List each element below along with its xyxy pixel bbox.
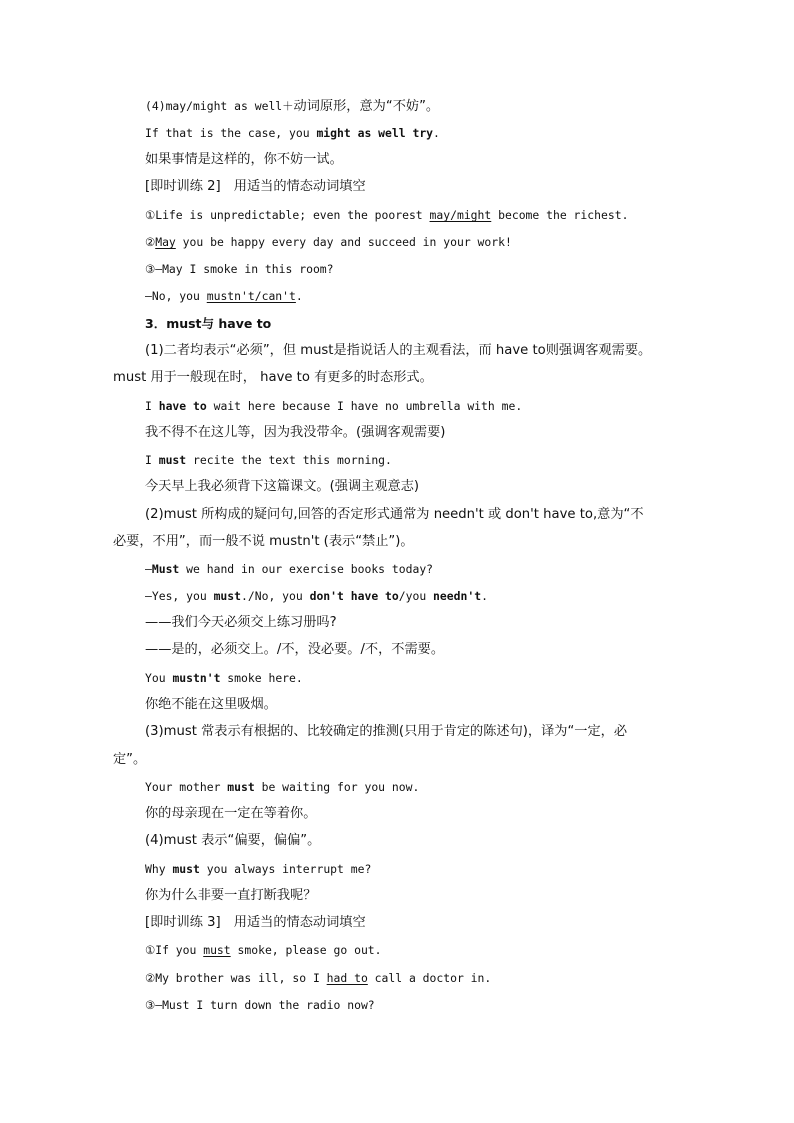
example-translation: 我不得不在这儿等，因为我没带伞。(强调客观需要) <box>145 425 446 440</box>
paragraph-line: (3)must 常表示有根据的、比较确定的推测(只用于肯定的陈述句)，译为“一定，必 <box>145 724 628 739</box>
answer-blank: had to <box>326 971 368 985</box>
dialogue-translation: ——我们今天必须交上练习册吗? <box>145 615 337 630</box>
example-sentence: You mustn't smoke here. <box>145 671 303 685</box>
example-translation: 你为什么非要一直打断我呢？ <box>145 888 317 903</box>
example-translation: 如果事情是这样的，你不妨一试。 <box>145 152 343 167</box>
paragraph-line: must 用于一般现在时， have to 有更多的时态形式。 <box>113 370 433 385</box>
paragraph-line: (1)二者均表示“必须”，但 must是指说话人的主观看法，而 have to则强调客观需要。 <box>145 343 652 358</box>
exercise-item: ②May you be happy every day and succeed in your work! <box>145 235 512 249</box>
dialogue-line: —Yes, you must./No, you don't have to/you needn't. <box>145 589 488 603</box>
exercise-2-heading: [即时训练 2] 用适当的情态动词填空 <box>145 179 366 194</box>
example-sentence: I must recite the text this morning. <box>145 453 392 467</box>
exercise-item: —No, you mustn't/can't. <box>145 289 303 303</box>
answer-blank: mustn't/can't <box>206 289 296 303</box>
exercise-item: ①Life is unpredictable; even the poorest may/might become the richest. <box>145 208 629 222</box>
exercise-item: ②My brother was ill, so I had to call a doctor in. <box>145 971 492 985</box>
paragraph-line: (2)must 所构成的疑问句,回答的否定形式通常为 needn't 或 don't have to,意为“不 <box>145 507 644 522</box>
example-sentence: Your mother must be waiting for you now. <box>145 780 420 794</box>
paragraph-line: 定”。 <box>113 752 147 767</box>
dialogue-line: —Must we hand in our exercise books today? <box>145 562 434 576</box>
exercise-item: ①If you must smoke, please go out. <box>145 943 382 957</box>
exercise-item: ③—May I smoke in this room? <box>145 262 334 276</box>
answer-blank: may/might <box>429 208 492 222</box>
item-4-heading: (4)may/might as well＋动词原形，意为“不妨”。 <box>145 99 440 114</box>
example-translation: 你绝不能在这里吸烟。 <box>145 697 277 712</box>
exercise-3-heading: [即时训练 3] 用适当的情态动词填空 <box>145 915 366 930</box>
answer-blank: must <box>203 943 231 957</box>
section-3-heading: 3．must与 have to <box>145 316 272 331</box>
example-sentence: I have to wait here because I have no umbrella with me. <box>145 399 523 413</box>
answer-blank: May <box>155 235 176 249</box>
example-translation: 你的母亲现在一定在等着你。 <box>145 806 317 821</box>
exercise-item: ③—Must I turn down the radio now? <box>145 998 375 1012</box>
dialogue-translation: ——是的，必须交上。/不，没必要。/不，不需要。 <box>145 642 445 657</box>
paragraph-line: 必要，不用”，而一般不说 mustn't (表示“禁止”)。 <box>113 534 414 549</box>
example-sentence: Why must you always interrupt me? <box>145 862 372 876</box>
paragraph-line: (4)must 表示“偏要，偏偏”。 <box>145 833 321 848</box>
example-translation: 今天早上我必须背下这篇课文。(强调主观意志) <box>145 479 420 494</box>
example-sentence: If that is the case, you might as well try. <box>145 126 440 140</box>
